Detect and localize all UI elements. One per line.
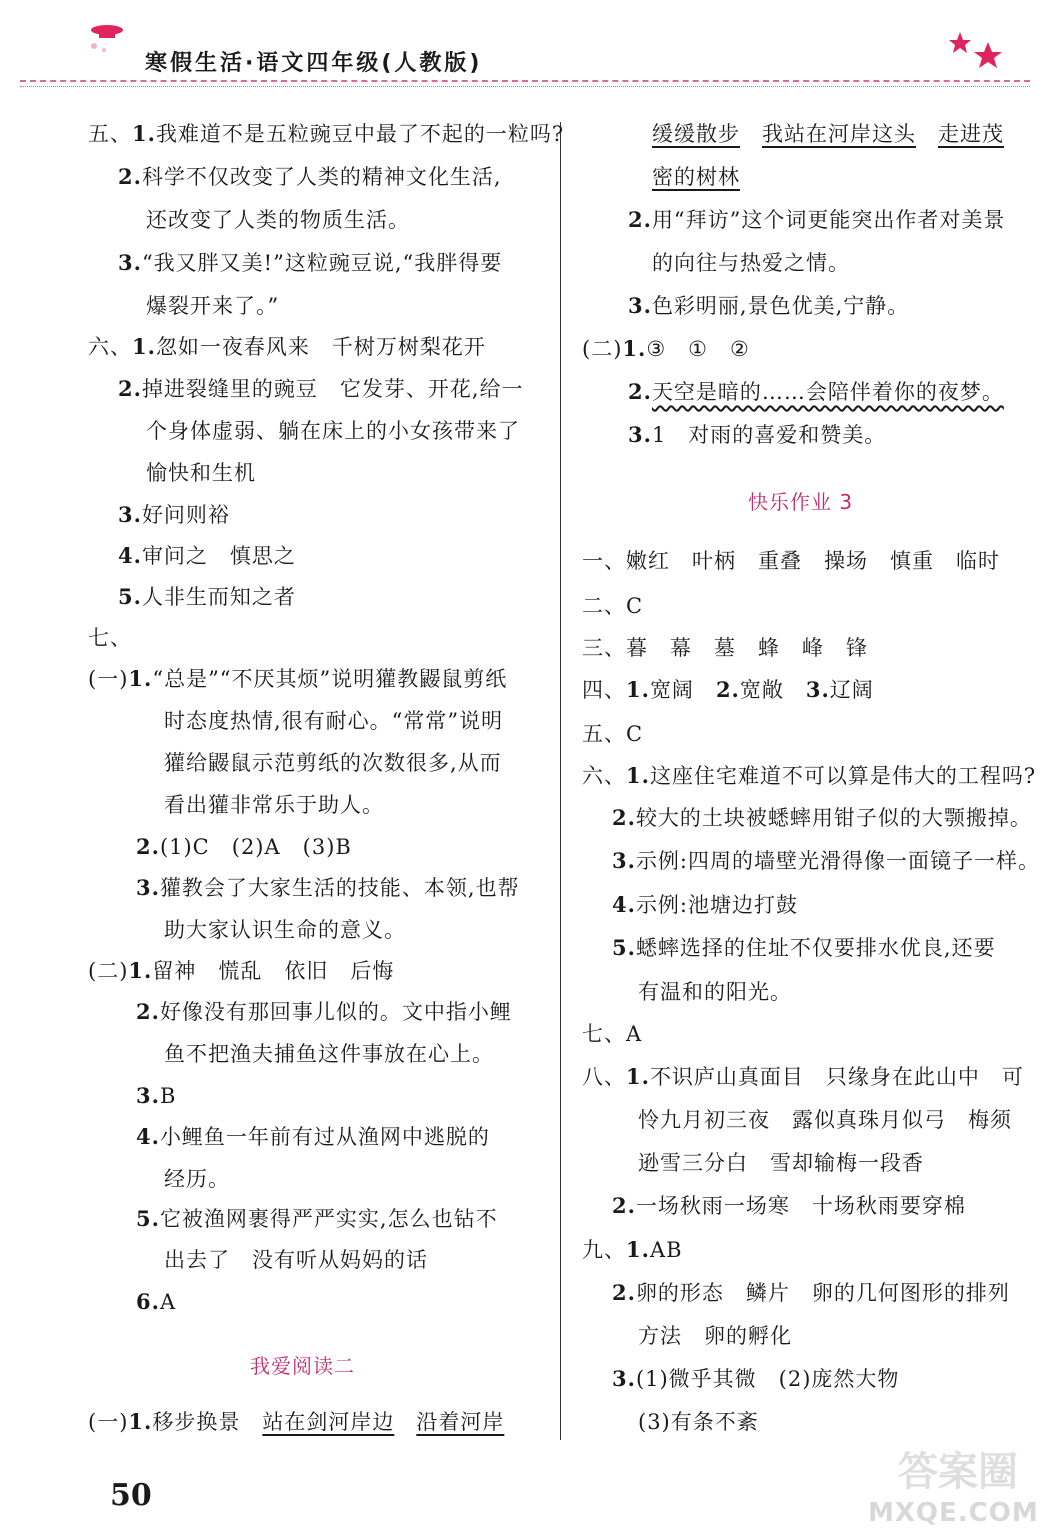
answer-line: 怜九月初三夜 露似真珠月似弓 梅须 (638, 1108, 1012, 1132)
answer-line: 2.掉进裂缝里的豌豆 它发芽、开花,给一 (118, 376, 524, 401)
answer-line: 獾给鼹鼠示范剪纸的次数很多,从而 (164, 751, 502, 775)
answer-line: 2.好像没有那回事儿似的。文中指小鲤 (136, 999, 512, 1024)
watermark-logo (868, 1440, 1038, 1530)
answer-line: 3.B (136, 1083, 177, 1108)
answer-line: 五、C (582, 722, 644, 746)
answer-line: 密的树林 (652, 165, 740, 189)
answer-line: 方法 卵的孵化 (638, 1324, 792, 1348)
answer-line: 八、1.不识庐山真面目 只缘身在此山中 可 (582, 1064, 1024, 1089)
answer-line: 3.“我又胖又美!”这粒豌豆说,“我胖得要 (118, 250, 503, 275)
section-title: 快乐作业 3 (748, 490, 854, 514)
page-number: 50 (110, 1478, 152, 1513)
section-title: 我爱阅读二 (250, 1354, 355, 1378)
answer-line: 六、1.这座住宅难道不可以算是伟大的工程吗? (582, 763, 1037, 788)
answer-line: 有温和的阳光。 (638, 980, 792, 1004)
graduation-cap-icon (82, 18, 132, 58)
answer-line: 4.示例:池塘边打鼓 (612, 892, 799, 917)
answer-line: 二、C (582, 594, 644, 618)
answer-line: 缓缓散步 我站在河岸这头 走进茂 (652, 122, 1004, 146)
answer-line: 七、A (582, 1022, 643, 1046)
answer-line: 鱼不把渔夫捕鱼这件事放在心上。 (164, 1042, 494, 1066)
answer-line: 九、1.AB (582, 1237, 683, 1262)
answer-line: 5.人非生而知之者 (118, 584, 296, 609)
answer-line: 看出獾非常乐于助人。 (164, 793, 384, 817)
answer-line: 2.用“拜访”这个词更能突出作者对美景 (628, 207, 1006, 232)
header-divider-dotted (20, 86, 1030, 87)
answer-line: 五、1.我难道不是五粒豌豆中最了不起的一粒吗? (88, 121, 565, 146)
answer-line: 2.天空是暗的……会陪伴着你的夜梦。 (628, 379, 1004, 404)
answer-line: 七、 (88, 626, 132, 650)
answer-line: 一、嫩红 叶柄 重叠 操场 慎重 临时 (582, 549, 1000, 573)
answer-line: 6.A (136, 1289, 177, 1314)
answer-line: 4.审问之 慎思之 (118, 543, 296, 568)
answer-line: 经历。 (164, 1167, 230, 1191)
header-title: 寒假生活·语文四年级(人教版) (145, 51, 483, 76)
answer-line: (二)1.留神 慌乱 依旧 后悔 (88, 958, 395, 983)
answer-line: 愉快和生机 (146, 461, 256, 485)
answer-line: 5.它被渔网裹得严严实实,怎么也钻不 (136, 1206, 498, 1231)
answer-line: 出去了 没有听从妈妈的话 (164, 1248, 428, 1272)
answer-line: 六、1.忽如一夜春风来 千树万树梨花开 (88, 334, 486, 359)
answer-line: 3.獾教会了大家生活的技能、本领,也帮 (136, 875, 520, 900)
answer-line: 2.卵的形态 鳞片 卵的几何图形的排列 (612, 1280, 1010, 1305)
answer-line: 个身体虚弱、躺在床上的小女孩带来了 (146, 419, 520, 443)
answer-line: 逊雪三分白 雪却输梅一段香 (638, 1151, 924, 1175)
answer-line: (一)1.“总是”“不厌其烦”说明獾教鼹鼠剪纸 (88, 666, 508, 691)
answer-line: (二)1.③ ① ② (582, 336, 750, 361)
answer-line: 3.色彩明丽,景色优美,宁静。 (628, 293, 910, 318)
answer-line: (一)1.移步换景 站在剑河岸边 沿着河岸 (88, 1409, 505, 1434)
answer-line: 爆裂开来了。” (146, 294, 280, 318)
answer-line: 5.蟋蟀选择的住址不仅要排水优良,还要 (612, 935, 996, 960)
watermark-text: MXQE.COM (868, 1498, 1039, 1528)
answer-line: 3.好问则裕 (118, 502, 230, 527)
answer-line: 2.科学不仅改变了人类的精神文化生活, (118, 164, 502, 189)
watermark-text-top: 答案圈 (898, 1449, 1018, 1495)
answer-line: (3)有条不紊 (638, 1410, 759, 1434)
answer-line: 助大家认识生命的意义。 (164, 918, 406, 942)
answer-line: 3.示例:四周的墙壁光滑得像一面镜子一样。 (612, 848, 1041, 873)
header-divider (20, 80, 1030, 82)
answer-line: 3.1 对雨的喜爱和赞美。 (628, 422, 887, 447)
answer-line: 3.(1)微乎其微 (2)庞然大物 (612, 1366, 900, 1391)
stars-icon (940, 30, 1010, 70)
answer-line: 2.一场秋雨一场寒 十场秋雨要穿棉 (612, 1193, 966, 1218)
answer-line: 三、暮 幕 墓 蜂 峰 锋 (582, 636, 868, 660)
answer-line: 的向往与热爱之情。 (652, 251, 850, 275)
page-header (0, 0, 1048, 96)
column-divider (560, 122, 561, 1440)
answer-line: 还改变了人类的物质生活。 (146, 208, 410, 232)
answer-line: 时态度热情,很有耐心。“常常”说明 (164, 709, 504, 733)
answer-line: 四、1.宽阔 2.宽敞 3.辽阔 (582, 677, 874, 702)
answer-line: 2.(1)C (2)A (3)B (136, 834, 352, 859)
answer-line: 4.小鲤鱼一年前有过从渔网中逃脱的 (136, 1124, 490, 1149)
answer-line: 2.较大的土块被蟋蟀用钳子似的大颚搬掉。 (612, 805, 1032, 830)
